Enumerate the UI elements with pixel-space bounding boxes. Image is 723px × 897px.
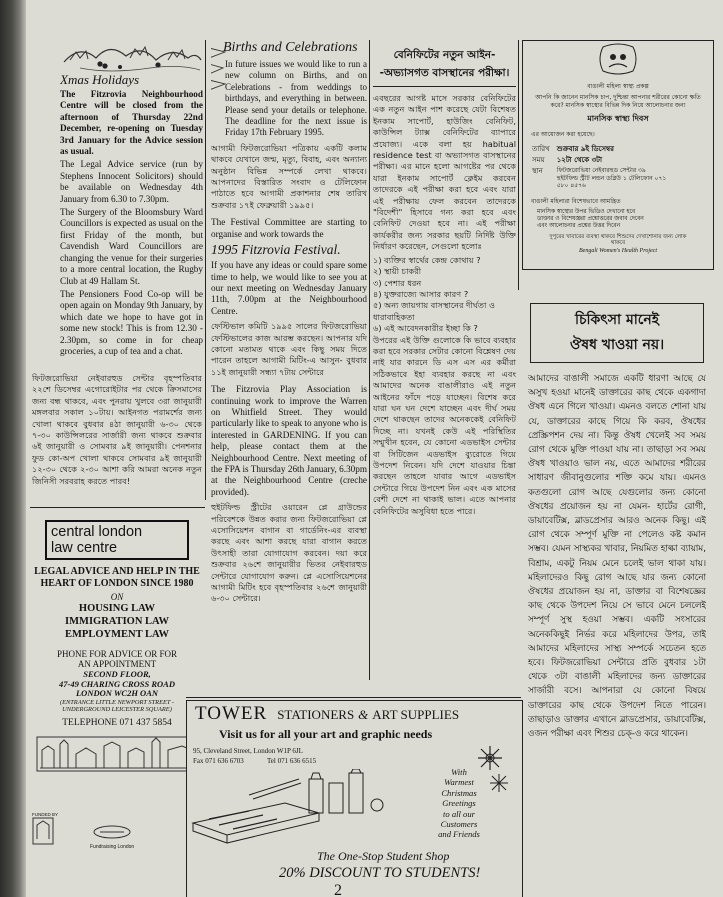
play-association-paragraph: The Fitzrovia Play Association is continuing work to improve the Warren on Whitfield Street. They would particularly like to speak to anyone who is interested in GARDENING. If you can help, please contact them at the Neighbourhood Centre. Next meeting of the FPA is Thursday 26th January, 6.30pm at the Neighbourhood Centre (creche provided). [211,384,367,497]
logo-line-1: central london [51,524,143,540]
benefit-criteria-item: ৩) পেশার ধরন [373,277,422,288]
tower-name-stationers: STATIONERS [277,707,355,722]
benefit-criteria-list [373,255,516,335]
women-health-logo-icon [595,43,641,83]
tower-name-art: ART SUPPLIES [372,707,460,722]
benefit-criteria-item: ১) ব্যক্তির স্বার্থের কেন্দ্র কোথায় ? [373,254,481,265]
xmas-title: Xmas Holidays [60,72,140,87]
time-row [531,155,668,166]
date-label: তারিখ [532,145,550,153]
place-label: স্থান [532,167,543,175]
funder-name [90,824,134,850]
festival-title: 1995 Fitzrovia Festival. [211,242,341,258]
benefit-law-article [373,40,516,690]
births-bengali-text: আগামী ফিটজরোভিয়া পত্রিকায় একটি কলাম থাকবে যেখানে জন্ম, মৃত্যু, বিবাহ, এবং অন্যান্য অনুষ্ঠান বিভিন্ন সম্পর্কে লেখা থাকবে। আপনাদের বিস্তারিত সংবাদ ও টেলিফোন পাঠাতে হবে আগামী প্রকাশনার শেষ তারিখ শুক্রবার ১৭ই ফেব্রুয়ারী ১৯৯৫। [211,142,367,210]
bunting-decoration-icon [211,44,229,100]
art-supplies-illustration-icon [189,769,399,849]
xmas-paragraph: The Fitzrovia Neighbourhood Centre will be closed from the afternoon of Thursday 22nd December, re-opening on Tuesday 3rd January for the Advice session as usual. [60,89,203,157]
funder-text: Fundraising London [90,844,135,850]
greeting-line: and Friends [438,829,480,840]
mental-invite: এর আয়োজন করা হয়েছে। [531,131,595,138]
phone-label: PHONE FOR ADVICE OR FOR AN APPOINTMENT [56,649,178,669]
mental-sub: বাঙালী মহিলারা বিশেষভাবে আমন্ত্রিত [531,197,621,205]
greeting-line: With [451,767,467,777]
medicine-title-line-1: চিকিৎসা মানেই [574,312,660,328]
medicine-article [528,372,706,892]
law-centre-advert [30,512,204,852]
benefit-criteria-item: ৪) যুক্তরাজ্যে আসার কারণ ? [373,288,469,299]
holly-decoration-icon [60,40,203,74]
funder-emblem-icon [92,824,132,840]
benefit-advice-text: উপরের এই উক্তি গুলোকে কি ভাবে ব্যবহার করা হবে সরকার সেটার কোনো বিশ্লেষণ দেয় নাই যার কারনে ডি এস এস এর কর্মীরা সঠিকভাবে ইহা ব্যবহার করছে না এবং আমাদের অনেক বাঙালীরাও এই নতুন আইনের ফাঁদে পড়ে যাচ্ছেন। বিশেষ করে যারা ঘন ঘন দেশে যাচ্ছেন এবং দীর্ঘ সময় দেশে থাকছেন তাদের অনেককেই বেনিফিট দিচ্ছে না। যখনই কেউ এই পরিস্থিতির সম্মুখীন হবেন, যে কোনো এডভাইস সেন্টার বা সিটিজেন এডভাইস ব্যুরোতে গিয়ে উপদেশ নিবেন। যদি দেশে যাওয়ার চিন্তা করছেন তাহলে যাবার আগে এডভাইস সেন্টারে গিয়ে উপদেশ নিন এবং এক মাসের বেশী দেশে না থাকাই ভাল। এতে আপনার বেনিফিটের অসুবিধা হতে পারে। [373,334,516,516]
mental-details-table [531,144,668,191]
law-headline: LEGAL ADVICE AND HELP IN THE HEART OF LONDON SINCE 1980 [34,566,200,589]
medicine-title-box [530,303,704,363]
address-line: SECOND FLOOR, [83,669,151,679]
play-association-bengali-text: হুইটফিল্ড স্ট্রীটের ওয়ারেন প্লে গ্রাউন্ডের পরিবেশকে উন্নত করার জন্য ফিটজরোভিয়া প্লে এসোসিয়েশন বাগান বা গার্ডেনিং-এর ব্যবস্থা করছে এবং আশা করছে যারা বাগান করতে উৎসাহী তারা যোগাযোগ করবেন। দয়া করে শুক্রবার ২৬শে জানুয়ারীর ভিতর নেইবারহুড সেন্টারে যোগাযোগ করুন। প্লে এসোসিয়েশনের আগামী মিটিং হবে বৃহস্পতিবার ২৬শে জানুয়ারী ৬-৩০ সেন্টারে। [211,502,367,604]
law-telephone: TELEPHONE 071 437 5854 [62,717,172,728]
row-rule [30,507,205,508]
column-rule [518,40,519,290]
address-note: (ENTRANCE LITTLE NEWPORT STREET - UNDERGROUND LEICESTER SQUARE) [59,698,175,713]
births-celebrations-article [211,40,367,690]
column-rule [205,40,206,500]
benefit-title-line-1: বেনিফিটের নতুন আইন- [393,49,496,61]
logo-line-2: law centre [51,540,118,556]
time-value: ১২টা থেকে ৩টা [556,156,603,164]
funder-logo-icon [32,817,54,845]
greeting-line: Customers [440,819,478,830]
funded-by [32,812,68,849]
law-on: ON [110,592,124,602]
births-paragraph: In future issues we would like to run a new column on Births, and on Celebrations - from weddings to birthdays, and everything in between. Please send your details or telephone. The deadline for the next issue is Friday 17th February 1995. [225,59,367,138]
tower-address: 95, Cleveland Street, London W1P 6JL [193,747,303,755]
legal-advice-paragraph: The Legal Advice service (run by Stephens Innocent Solicitors) should be available on Wednesday 4th January from 6.30 to 7.30pm. [60,159,203,204]
tower-stationers-advert [186,700,523,897]
housing-law: HOUSING LAW [78,603,156,614]
festival-meeting-paragraph: If you have any ideas or could spare some time to help, we would like to see you at our next meeting on Wednesday January 11th, 7.00pm at the Neighbourhood Centre. [211,260,367,316]
tower-fax: Fax 071 636 6703 [193,757,244,765]
mental-bullet: এবং আলোচনার প্রশ্নের উত্তর দিবেন [537,222,621,229]
births-title: Births and Celebrations [223,40,358,55]
mental-health-day-notice [522,40,714,270]
xmas-bengali-text: ফিটজরোভিয়া নেইবারহুড সেন্টার বৃহস্পতিবার ২২শে ডিসেম্বর এগোরোইটার পর থেকে ক্রিসমাসের জন্য বন্ধ থাকবে, এবং পুনরায় খুলবে ৩রা জানুয়ারী মঙ্গলবার সকাল ১০টায়। আইনগত পরামর্শের জন্য খোলা থাকবে বুধবার ৪ঠা জানুয়ারী ৬-৩০ থেকে ৭-৩০ কাউন্সিলরের সার্জারী জন্য থাকবে শুক্রবার ৬ই জানুয়ারী ও সোমবার ৯ই জানুয়ারী। পেনশনার ফুড কো-অপ খোলা থাকবে সোমবার ৯ই জানুয়ারী ১২-৩০ থেকে ২-৩০ আশা করি আমরা অনেক নতুন জিনিসী সরবরাহ করতে পারব! [32,373,202,486]
greeting-line: Warmest [444,777,474,788]
greeting-line: Greetings [442,798,476,809]
food-coop-paragraph: The Pensioners Food Co-op will be open again on Monday 9th January, by which date we hope to have got in some new stock! This is from 12.30 - 2.30pm, so come in for cheap groceries, a cup of tea and a chat. [60,288,203,356]
london-skyline-icon [36,736,198,772]
student-shop-slogan: The One-Stop Student Shop [317,849,450,863]
funded-label: FUNDED BY [32,812,59,817]
immigration-law: IMMIGRATION LAW [65,616,169,627]
greeting-line: to all our [443,808,475,819]
mental-footer: দুপুরের খাবারের ব্যবস্থা থাকবে শিশুদের দেখাশোনার জন্য লোক থাকবে [549,233,687,246]
mental-logo-text: বাঙালী মহিলা স্বাস্থ্য প্রকল্প [587,83,649,90]
law-centre-logo [45,520,189,560]
mental-heading: মানসিক স্বাস্থ্য দিবস [587,114,649,123]
tower-tel: Tel 071 636 6515 [267,757,317,765]
benefit-intro: এবছরের আগষ্ট মাসে সরকার বেনিফিটের এক নতুন আইন পাশ করেছে যেটা বিশেষত ইনকাম সাপোর্ট, হাউজিং বেনিফিট, কাউন্সিল ট্যাক্স বেনিফিটের ব্যাপারে প্রযোজ্য। একে বলা হয় habitual residence test বা অভ্যাসগত বাসস্থানের পরীক্ষা। এর মানে হলো আগষ্টের পর থেকে যারা ইনকাম সাপোর্ট ক্লেইম করবেন তাদেরকে এই পরীক্ষা করা হবে এবং যারা এই পরীক্ষায় ফেল করবেন তাদেরকে "বিদেশী" হিসাবে গন্য করা হবে এবং বেনিফিট দেওয়া হবে না। এই পরীক্ষা কার্যকরীর জন্য সরকার ছয়টি নির্দিষ্ট উক্তি নির্ধারণ করেছেন, সেগুলো হলোঃ [373,93,516,252]
time-label: সময় [532,156,545,164]
page-number: 2 [334,882,342,897]
tower-name [195,703,459,725]
place-row [531,166,668,191]
tower-name-main: TOWER [195,703,268,724]
mental-bullet: মানসিক স্বাস্থ্যের উপর ভিডিও দেখানো হবে [537,208,636,215]
festival-bengali-text: ফেস্টিভাল কমিটি ১৯৯৫ সালের ফিটজরোভিয়া ফেস্টিভালের কাজ আরম্ভ করছেন। আপনার যদি কোনো মতামত থাকে এবং কিছু সময় দিতে পারেন তাহলে আগামী মিটিং-এ আসুন- বুধবার ১১ই জানুয়ারী সন্ধ্যা ৭টায় সেন্টারে [211,321,367,377]
greeting-line: Christmas [441,787,477,798]
employment-law: EMPLOYMENT LAW [65,629,169,640]
benefit-title [373,40,516,87]
christmas-greeting [423,767,495,840]
surgery-paragraph: The Surgery of the Bloomsbury Ward Councillors is expected as usual on the first Friday of the month, but Cavendish Ward Councillors are changing the venue for their surgeries to a more central location, the Rugby Club at 49 Hallam St. [60,207,203,286]
benefit-criteria-item: ২) স্থায়ী চাকরী [373,266,422,277]
tower-tagline: Visit us for all your art and graphic needs [219,727,433,741]
student-discount: 20% DISCOUNT TO STUDENTS! [279,865,481,881]
xmas-holidays-bengali [32,373,202,505]
column-rule [369,40,370,680]
mental-intro: আপনি কি জানেন মানসিক চাপ, দুশ্চিন্তা আপনার শরীরের কোনো ক্ষতি করে? মানসিক স্বাস্থ্যের বিভিন্ন দিক নিয়ে আলোচনার জন্য [535,94,701,109]
benefit-criteria-item: ৬) এই আবেদনকারীর ইচ্ছা কি ? [373,323,478,334]
mental-bullet: ডাক্তার ও বিশেষজ্ঞরা প্রশ্নোত্তরের জবাব দেবেন [537,215,644,222]
row-rule [186,697,521,698]
medicine-text: আমাদের বাঙালী সমাজে একটি ধারণা আছে যে অসুখ হওয়া মানেই ডাক্তারের কাছ থেকে একগাদা ঔষধ এনে গিলে খাওয়া। এমনও বলতে শোনা যায় যে, ডাক্তারের কাছে গিয়ে কি করব, ঔষধের প্রেস্ক্রিপশন দেয় না। কিন্তু ঔষধ খেলেই সব সময় রোগ থেকে মুক্তি পাওয়া যায় না। তাছাড়া সব সময় ঔষধ খাওয়াও ভাল নয়, এতে আমাদের শরীরের সাধারণ জীবানুগুলোর শক্তি কমে যায়। এমনও কতগুলো রোগ আছে যেগুলোর জন্য কোনো ঔষধের প্রয়োজন হয় না যেমন- হার্টের রোগী, ডায়াবেটিক্স, ব্লাডপ্রেসার আরও অনেক কিছু। এই রোগ থেকে সম্পূর্ণ মুক্তি না পেলেও কষ্ট কমান সম্ভব। যেমন সাস্থ্যকর খাবার, নিয়মিত হাল্কা ব্যায়াম, বিশ্রাম, একটু নিয়ম মেনে চলেই ভাল থাকা যায়। মহিলাদেরও কিছু রোগ আছে যার জন্য কোনো ঔষধের প্রয়োজন হয় না, ডাক্তার বা বিশেষজ্ঞের কাছ থেকে উপদেশ নিয়ে সে ভাবে মেনে চললেই সম্পূর্ণ সুস্থ হওয়া সম্ভব। একটি সংসারের অনেককিছুই নির্ভর করে মহিলাদের উপর, তাই আমাদের মহিলাদের সাস্থ্য সম্পর্কে সচেতন হতে হবে। ফিটজরোভিয়া সেন্টারে প্রতি বুধবার ১টা থেকে ৩টা বাঙালী মহিলাদের জন্য ডাক্তারের সার্জারী বসে। আপনারা যে কোনো বিষয়ে ডাক্তারের কাছ থেকে উপদেশ নিতে পারেন। তাছাড়াও ডাক্তার এখানে ব্লাডপ্রেসার, ডায়াবেটিক্স, ওজন পরীক্ষা এবং শিশুর চেক্-ও করে থাকেন। [528,374,706,740]
benefit-criteria-item: ৫) অন্য জায়গায় বাসস্থানের দীর্ঘতা ও ধারাবাহিকতা [373,300,496,322]
binding-shadow [0,0,26,897]
benefit-title-line-2: -অভ্যাসগত বাসস্থানের পরীক্ষা। [379,67,510,79]
date-value: শুক্রবার ৯ই ডিসেম্বর [556,145,615,153]
mental-footer-english: Bengali Women's Health Project [579,247,657,254]
place-value: ফিটজরোভিয়া নেইবারহুড সেন্টার ৩৯ হুইটফিল্ড স্ট্রীট লন্ডন ডব্লিউ ১ টেলিফোন ০৭১ ৫৮০ ৪৫৭৬ [556,167,667,189]
medicine-title-line-2: ঔষধ খাওয়া নয়। [569,337,665,353]
address-line: 47-49 CHARING CROSS ROAD [59,678,175,689]
tower-ampersand: & [358,707,369,722]
festival-paragraph: The Festival Committee are starting to organise and work towards the [211,217,367,239]
date-row [531,144,668,155]
address-line: LONDON WC2H OAN [75,688,159,698]
